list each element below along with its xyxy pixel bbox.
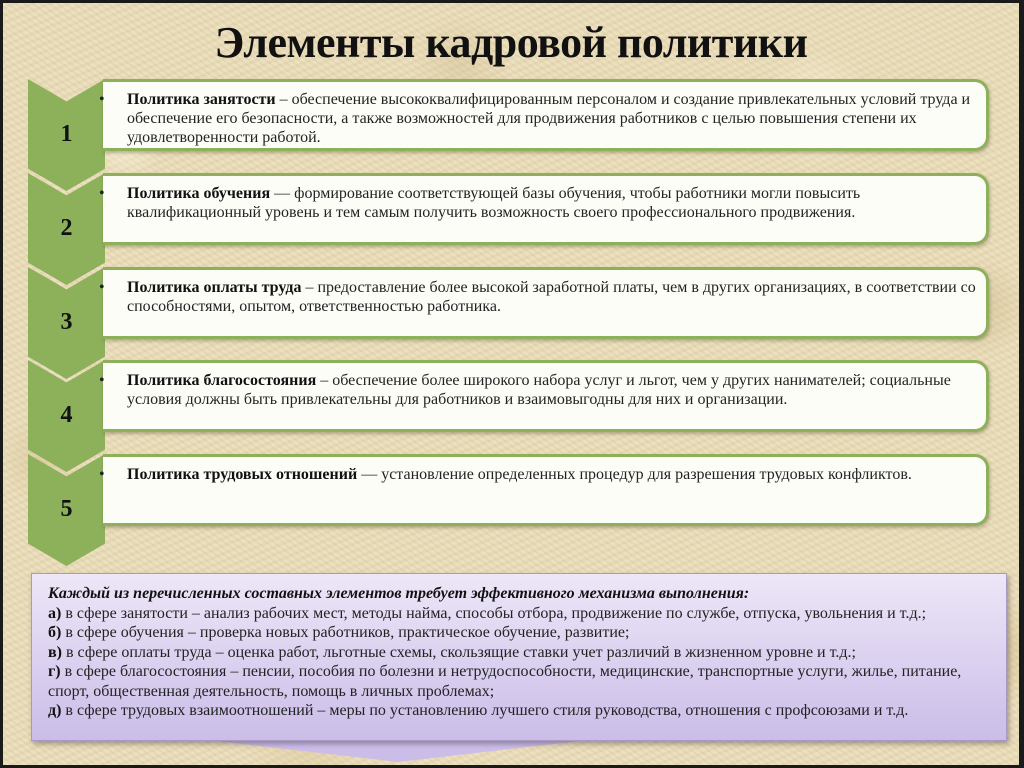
policy-box-welfare xyxy=(99,360,989,432)
policy-description: – предоставление более высокой заработной платы, чем в других организациях, в соответствии со способностями, опытом, ответственностью работника. xyxy=(127,279,976,315)
policy-term: Политика оплаты труда xyxy=(127,279,302,296)
step-number-3: 3 xyxy=(60,309,73,335)
callout-line-g xyxy=(48,662,992,701)
policy-text xyxy=(99,184,976,222)
step-number-5: 5 xyxy=(60,496,73,522)
line-text: в сфере занятости – анализ рабочих мест, методы найма, способы отбора, продвижение по службе, отпуска, увольнения и т.д.; xyxy=(61,604,927,622)
policy-box-pay xyxy=(99,267,989,339)
policy-text xyxy=(99,465,976,484)
line-label: д) xyxy=(48,702,62,719)
policy-box-training xyxy=(99,173,989,245)
line-text: в сфере трудовых взаимоотношений – меры по установлению лучшего стиля руководства, отношения с профсоюзами и т.д. xyxy=(61,702,909,719)
line-label: г) xyxy=(48,663,61,680)
callout-pointer xyxy=(208,740,588,762)
policy-term: Политика занятости xyxy=(127,91,276,108)
bullet-icon: • xyxy=(99,279,105,296)
policy-term: Политика благосостояния xyxy=(127,372,317,389)
policy-box-employment xyxy=(99,79,989,151)
line-text: в сфере оплаты труда – оценка работ, льготные схемы, скользящие ставки учет различий в жизненном уровне и т.д.; xyxy=(61,643,856,661)
policy-text xyxy=(99,371,976,409)
policy-term: Политика обучения xyxy=(127,185,271,202)
bullet-icon: • xyxy=(99,466,105,483)
policy-description: – обеспечение более широкого набора услуг и льгот, чем у других нанимателей; социальные условия должны быть привлекательны для работников и взаимовыгодны для них и организации. xyxy=(127,372,951,408)
callout-line-b xyxy=(48,623,992,643)
line-label: в) xyxy=(48,643,62,661)
policy-description: – обеспечение высококвалифицированным персоналом и создание привлекательных условий труда и обеспечение его безопасности, а также возможностей для продвижения работников с целью повышения степени их удовлетворенности работой. xyxy=(127,91,971,146)
policy-text xyxy=(99,278,976,316)
line-label: б) xyxy=(48,624,62,641)
policy-description: — установление определенных процедур для разрешения трудовых конфликтов. xyxy=(357,466,912,483)
callout-heading: Каждый из перечисленных составных элементов требует эффективного механизма выполнения: xyxy=(48,585,750,602)
slide-title: Элементы кадровой политики xyxy=(214,18,808,67)
step-number-1: 1 xyxy=(60,121,73,147)
line-text: в сфере обучения – проверка новых работников, практическое обучение, развитие; xyxy=(61,624,630,641)
callout-line-a xyxy=(48,604,992,624)
bullet-icon: • xyxy=(99,372,105,389)
callout-line-d xyxy=(48,701,992,721)
bullet-icon: • xyxy=(99,91,105,108)
policy-text xyxy=(99,90,976,147)
callout-line-v xyxy=(48,643,992,663)
line-label: а) xyxy=(48,604,62,622)
mechanisms-callout xyxy=(31,573,1007,741)
policy-description: — формирование соответствующей базы обучения, чтобы работники могли повысить квалификационный уровень и тем самым получить возможность своего профессионального продвижения. xyxy=(127,185,861,221)
slide xyxy=(3,3,1019,765)
bullet-icon: • xyxy=(99,185,105,202)
policy-box-labor-relations xyxy=(99,454,989,526)
step-number-4: 4 xyxy=(60,402,73,428)
policy-term: Политика трудовых отношений xyxy=(127,466,358,483)
line-text: в сфере благосостояния – пенсии, пособия по болезни и нетрудоспособности, медицинские, транспортные услуги, жилье, питание, спорт, общественная деятельность, помощь в личных проблемах; xyxy=(48,663,962,700)
step-number-2: 2 xyxy=(60,215,73,241)
